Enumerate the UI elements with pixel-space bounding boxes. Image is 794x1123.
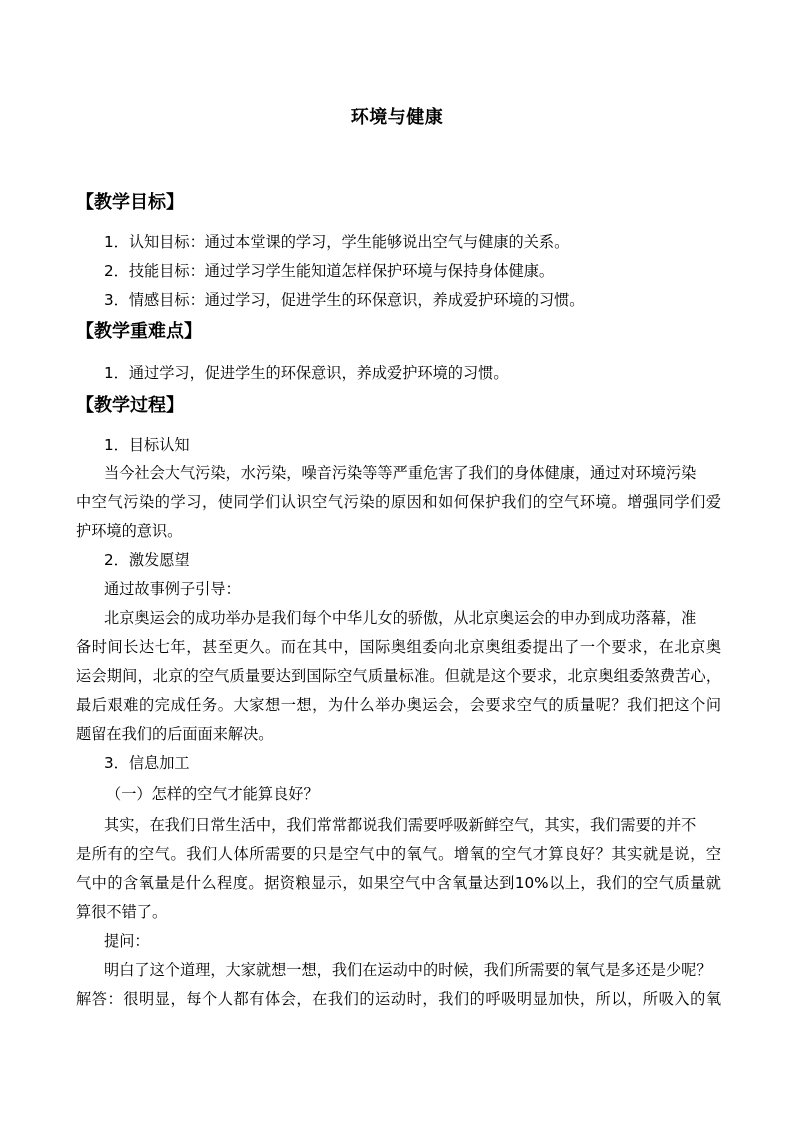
process-paragraph-line: 北京奥运会的成功举办是我们每个中华儿女的骄傲，从北京奥运会的申办到成功落幕，准: [104, 609, 697, 627]
process-paragraph-line: 其实，在我们日常生活中，我们常常都说我们需要呼吸新鲜空气，其实，我们需要的并不: [104, 816, 697, 834]
process-paragraph-line: 算很不错了。: [76, 903, 168, 921]
process-subheading: （一）怎样的空气才能算良好？: [106, 785, 319, 803]
process-paragraph-line: 中空气污染的学习，使同学们认识空气污染的原因和如何保护我们的空气环境。增强同学们爱: [76, 493, 721, 511]
process-subheading: 3．信息加工: [104, 754, 190, 772]
document-title: 环境与健康: [350, 107, 444, 128]
process-paragraph-line: 题留在我们的后面面来解决。: [76, 725, 274, 743]
process-subheading: 2．激发愿望: [104, 551, 190, 569]
goal-item: 1．认知目标：通过本堂课的学习，学生能够说出空气与健康的关系。: [104, 233, 570, 251]
process-paragraph-line: 提问：: [104, 932, 150, 950]
process-paragraph-line: 明白了这个道理，大家就想一想，我们在运动中的时候，我们所需要的氧气是多还是少呢？: [104, 961, 712, 979]
process-paragraph-line: 护环境的意识。: [76, 522, 183, 540]
process-subheading: 1．目标认知: [104, 436, 190, 454]
process-paragraph-line: 通过故事例子引导：: [104, 580, 241, 598]
goal-item: 2．技能目标：通过学习学生能知道怎样保护环境与保持身体健康。: [104, 262, 555, 280]
process-paragraph-line: 解答：很明显，每个人都有体会，在我们的运动时，我们的呼吸明显加快，所以，所吸入的氧: [76, 990, 721, 1008]
process-paragraph-line: 当今社会大气污染，水污染，噪音污染等等严重危害了我们的身体健康，通过对环境污染: [104, 464, 697, 482]
process-paragraph-line: 备时间长达七年，甚至更久。而在其中，国际奥组委向北京奥组委提出了一个要求，在北京奥: [76, 638, 721, 656]
section-heading-process: 【教学过程】: [76, 395, 184, 416]
section-heading-key-points: 【教学重难点】: [76, 321, 202, 342]
process-paragraph-line: 运会期间，北京的空气质量要达到国际空气质量标准。但就是这个要求，北京奥组委煞费苦心，: [76, 667, 721, 685]
process-paragraph-line: 气中的含氧量是什么程度。据资粮显示，如果空气中含氧量达到10%以上，我们的空气质量就: [76, 874, 721, 892]
section-heading-goals: 【教学目标】: [76, 192, 184, 213]
process-paragraph-line: 最后艰难的完成任务。大家想一想，为什么举办奥运会，会要求空气的质量呢？我们把这个问: [76, 696, 721, 714]
key-point-item: 1．通过学习，促进学生的环保意识，养成爱护环境的习惯。: [104, 364, 509, 382]
goal-item: 3．情感目标：通过学习，促进学生的环保意识，养成爱护环境的习惯。: [104, 291, 585, 309]
process-paragraph-line: 是所有的空气。我们人体所需要的只是空气中的氧气。增氧的空气才算良好？其实就是说，空: [76, 845, 721, 863]
